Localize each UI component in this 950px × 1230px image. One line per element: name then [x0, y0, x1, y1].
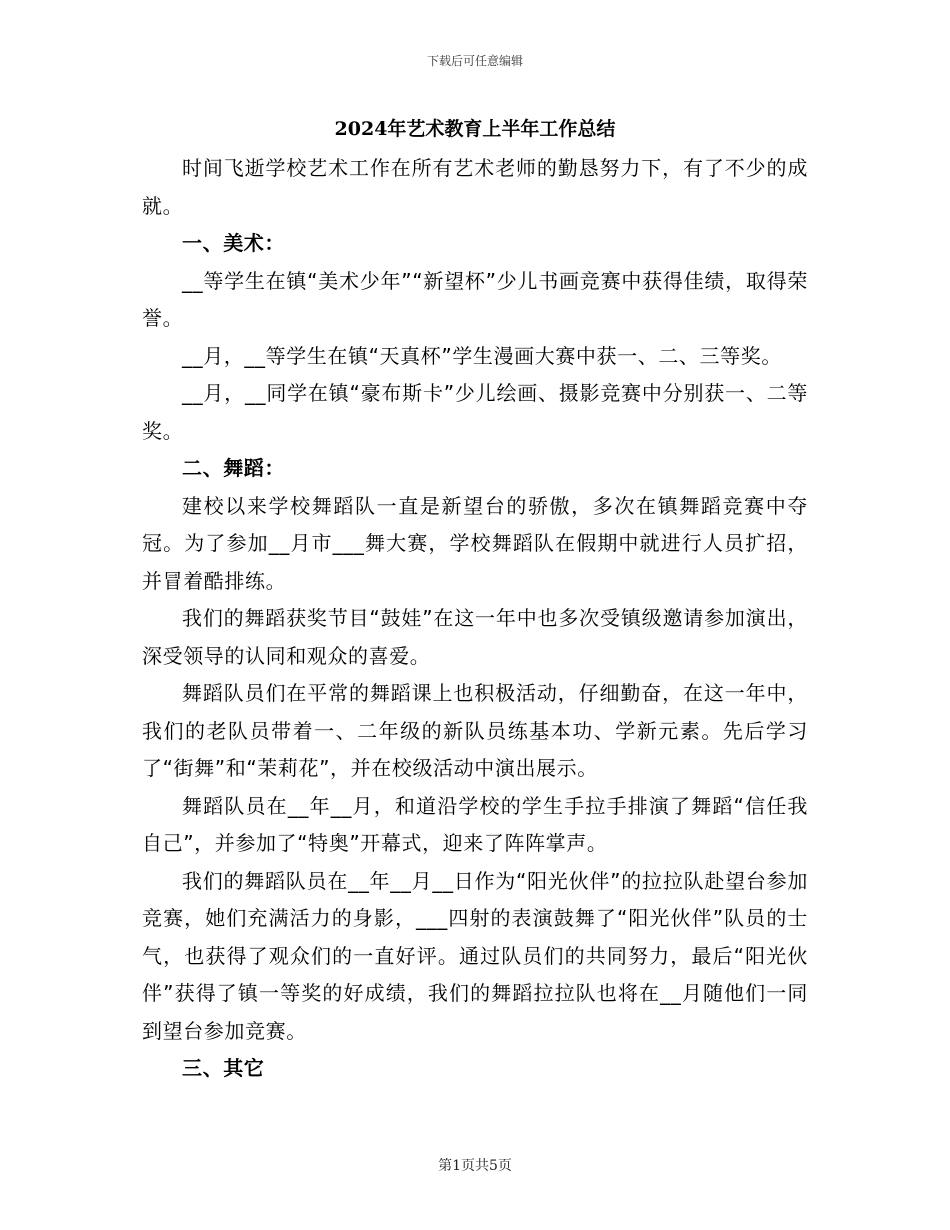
section-heading-art: 一、美术：: [182, 231, 285, 255]
section-heading-dance: 二、舞蹈：: [182, 456, 285, 480]
dance-paragraph-2: 我们的舞蹈获奖节目“鼓娃”在这一年中也多次受镇级邀请参加演出，深受领导的认同和观众的喜爱。: [142, 606, 808, 668]
dance-paragraph-1: 建校以来学校舞蹈队一直是新望台的骄傲，多次在镇舞蹈竞赛中夺冠。为了参加__月市___舞大赛，学校舞蹈队在假期中就进行人员扩招，并冒着酷排练。: [142, 493, 808, 593]
dance-paragraph-4: 舞蹈队员在__年__月，和道沿学校的学生手拉手排演了舞蹈“信任我自己”，并参加了“特奥”开幕式，迎来了阵阵掌声。: [142, 793, 808, 855]
page-header-note: 下载后可任意编辑: [426, 54, 523, 68]
dance-paragraph-3: 舞蹈队员们在平常的舞蹈课上也积极活动，仔细勤奋，在这一年中，我们的老队员带着一、二年级的新队员练基本功、学新元素。先后学习了“街舞”和“茉莉花”，并在校级活动中演出展示。: [142, 681, 808, 780]
document-body: [142, 150, 808, 1088]
art-paragraph-1: __等学生在镇“美术少年”“新望杯”少儿书画竞赛中获得佳绩，取得荣誉。: [142, 268, 808, 330]
art-paragraph-3: __月，__同学在镇“豪布斯卡”少儿绘画、摄影竞赛中分别获一、二等奖。: [142, 381, 808, 443]
page-number: 第1页共5页: [438, 1158, 512, 1174]
intro-paragraph: 时间飞逝学校艺术工作在所有艺术老师的勤恳努力下，有了不少的成就。: [142, 156, 808, 218]
section-heading-other: 三、其它: [182, 1056, 265, 1080]
document-title: 2024年艺术教育上半年工作总结: [334, 118, 616, 140]
art-paragraph-2: __月，__等学生在镇“天真杯”学生漫画大赛中获一、二、三等奖。: [182, 343, 782, 368]
dance-paragraph-5: 我们的舞蹈队员在__年__月__日作为“阳光伙伴”的拉拉队赴望台参加竞赛，她们充满活力的身影，___四射的表演鼓舞了“阳光伙伴”队员的士气，也获得了观众们的一直好评。通过队员们的共同努力，最后“阳光伙伴”获得了镇一等奖的好成绩，我们的舞蹈拉拉队也将在__月随他们一同到望台参加竞赛。: [142, 868, 808, 1043]
